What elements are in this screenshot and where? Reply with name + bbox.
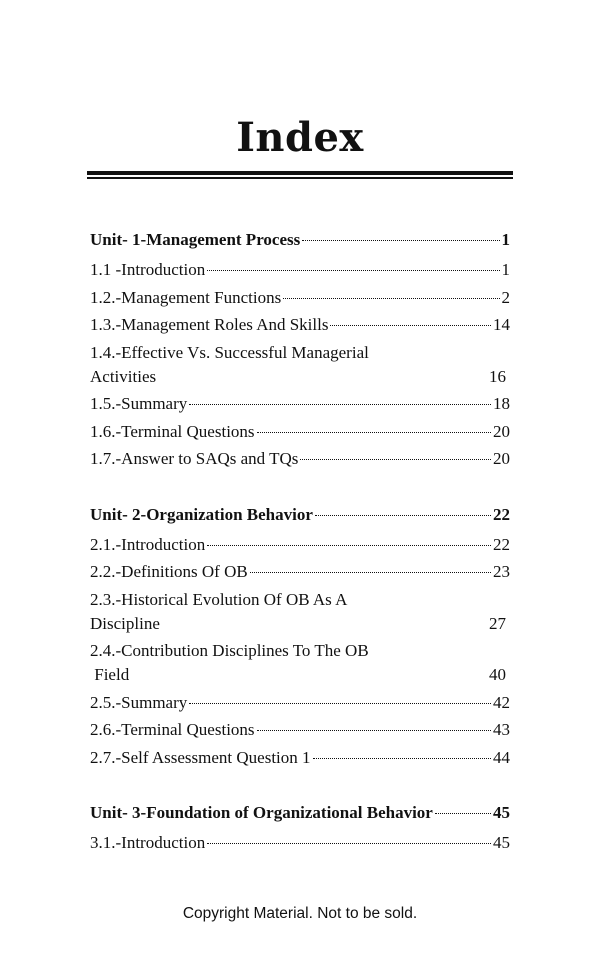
toc-entry-label: 2.5.-Summary [90,692,188,712]
toc-entry-page: 16 [489,366,506,386]
unit-heading-page: 22 [493,504,510,524]
toc-entry-page: 20 [493,449,510,468]
toc-entry-page: 44 [493,747,510,767]
toc-entry-label: 3.1.-Introduction [90,833,206,852]
toc-entry-page: 27 [489,613,506,633]
toc-entry [90,341,510,389]
dot-leader [189,703,491,704]
toc-entry [90,533,510,557]
toc-entry [90,691,510,715]
table-of-contents [90,228,510,859]
toc-entry-label: 2.7.-Self Assessment Question 1 [90,747,311,767]
copyright-footer: Copyright Material. Not to be sold. [182,905,418,922]
toc-entry [90,447,510,471]
toc-entry-label: 2.3.-Historical Evolution Of OB As A [90,589,348,609]
dot-leader [207,545,491,546]
unit-heading [90,228,510,252]
toc-entry-label: 1.3.-Management Roles And Skills [90,315,329,334]
toc-entry-page: 14 [493,315,510,334]
toc-entry-label: 1.2.-Management Functions [90,287,282,307]
dot-leader [207,270,499,271]
dot-leader [330,325,491,326]
toc-entry-page: 23 [493,562,510,581]
toc-entry [90,639,510,687]
toc-entry-page: 43 [493,720,510,739]
toc-entry-label: 1.4.-Effective Vs. Successful Managerial [90,342,369,362]
dot-leader [207,843,491,844]
dot-leader [315,515,491,516]
toc-entry [90,560,510,584]
toc-entry [90,392,510,416]
unit-heading-label: Unit- 3-Foundation of Organizational Behavior [90,803,433,822]
toc-entry [90,258,510,282]
toc-entry-page: 1 [501,260,510,279]
unit-heading-label: Unit- 1-Management Process [90,230,301,249]
unit-heading-page: 45 [493,803,510,822]
toc-entry [90,420,510,444]
toc-entry-label-continued: Activities [90,366,157,386]
dot-leader [313,758,491,759]
dot-leader [257,730,491,731]
dot-leader [300,459,491,460]
toc-entry [90,831,510,855]
dot-leader [189,404,491,405]
toc-entry-label: 2.1.-Introduction [90,534,206,554]
toc-entry-label-continued: Field [90,665,130,684]
toc-entry-label: 1.1 -Introduction [90,260,206,279]
toc-entry-page: 45 [493,833,510,852]
dot-leader [250,572,491,573]
toc-entry-page: 40 [489,665,506,684]
toc-entry-page: 42 [493,692,510,712]
title-rule-thin [87,177,513,179]
unit-heading-page: 1 [501,230,510,249]
toc-entry-label: 1.6.-Terminal Questions [90,421,255,441]
dot-leader [302,240,499,241]
toc-entry-page: 2 [501,287,510,307]
toc-entry-label: 2.2.-Definitions Of OB [90,562,248,581]
page-title: Index [236,114,364,161]
toc-entry-label-continued: Discipline [90,613,160,633]
toc-entry [90,286,510,310]
dot-leader [435,813,491,814]
toc-entry-label: 1.5.-Summary [90,394,188,413]
unit-heading [90,801,510,825]
toc-entry-page: 20 [493,421,510,441]
toc-entry-page: 18 [493,394,510,413]
toc-entry-label: 2.6.-Terminal Questions [90,720,255,739]
title-rule-thick [87,171,513,175]
toc-entry-label: 2.4.-Contribution Disciplines To The OB [90,641,369,660]
unit-heading-label: Unit- 2-Organization Behavior [90,504,313,524]
section-gap [90,773,510,801]
section-gap [90,475,510,503]
toc-entry [90,746,510,770]
toc-entry [90,718,510,742]
toc-entry-label: 1.7.-Answer to SAQs and TQs [90,449,299,468]
unit-heading [90,503,510,527]
toc-entry [90,313,510,337]
toc-entry [90,588,510,636]
toc-entry-page: 22 [493,534,510,554]
dot-leader [257,432,491,433]
dot-leader [283,298,499,299]
